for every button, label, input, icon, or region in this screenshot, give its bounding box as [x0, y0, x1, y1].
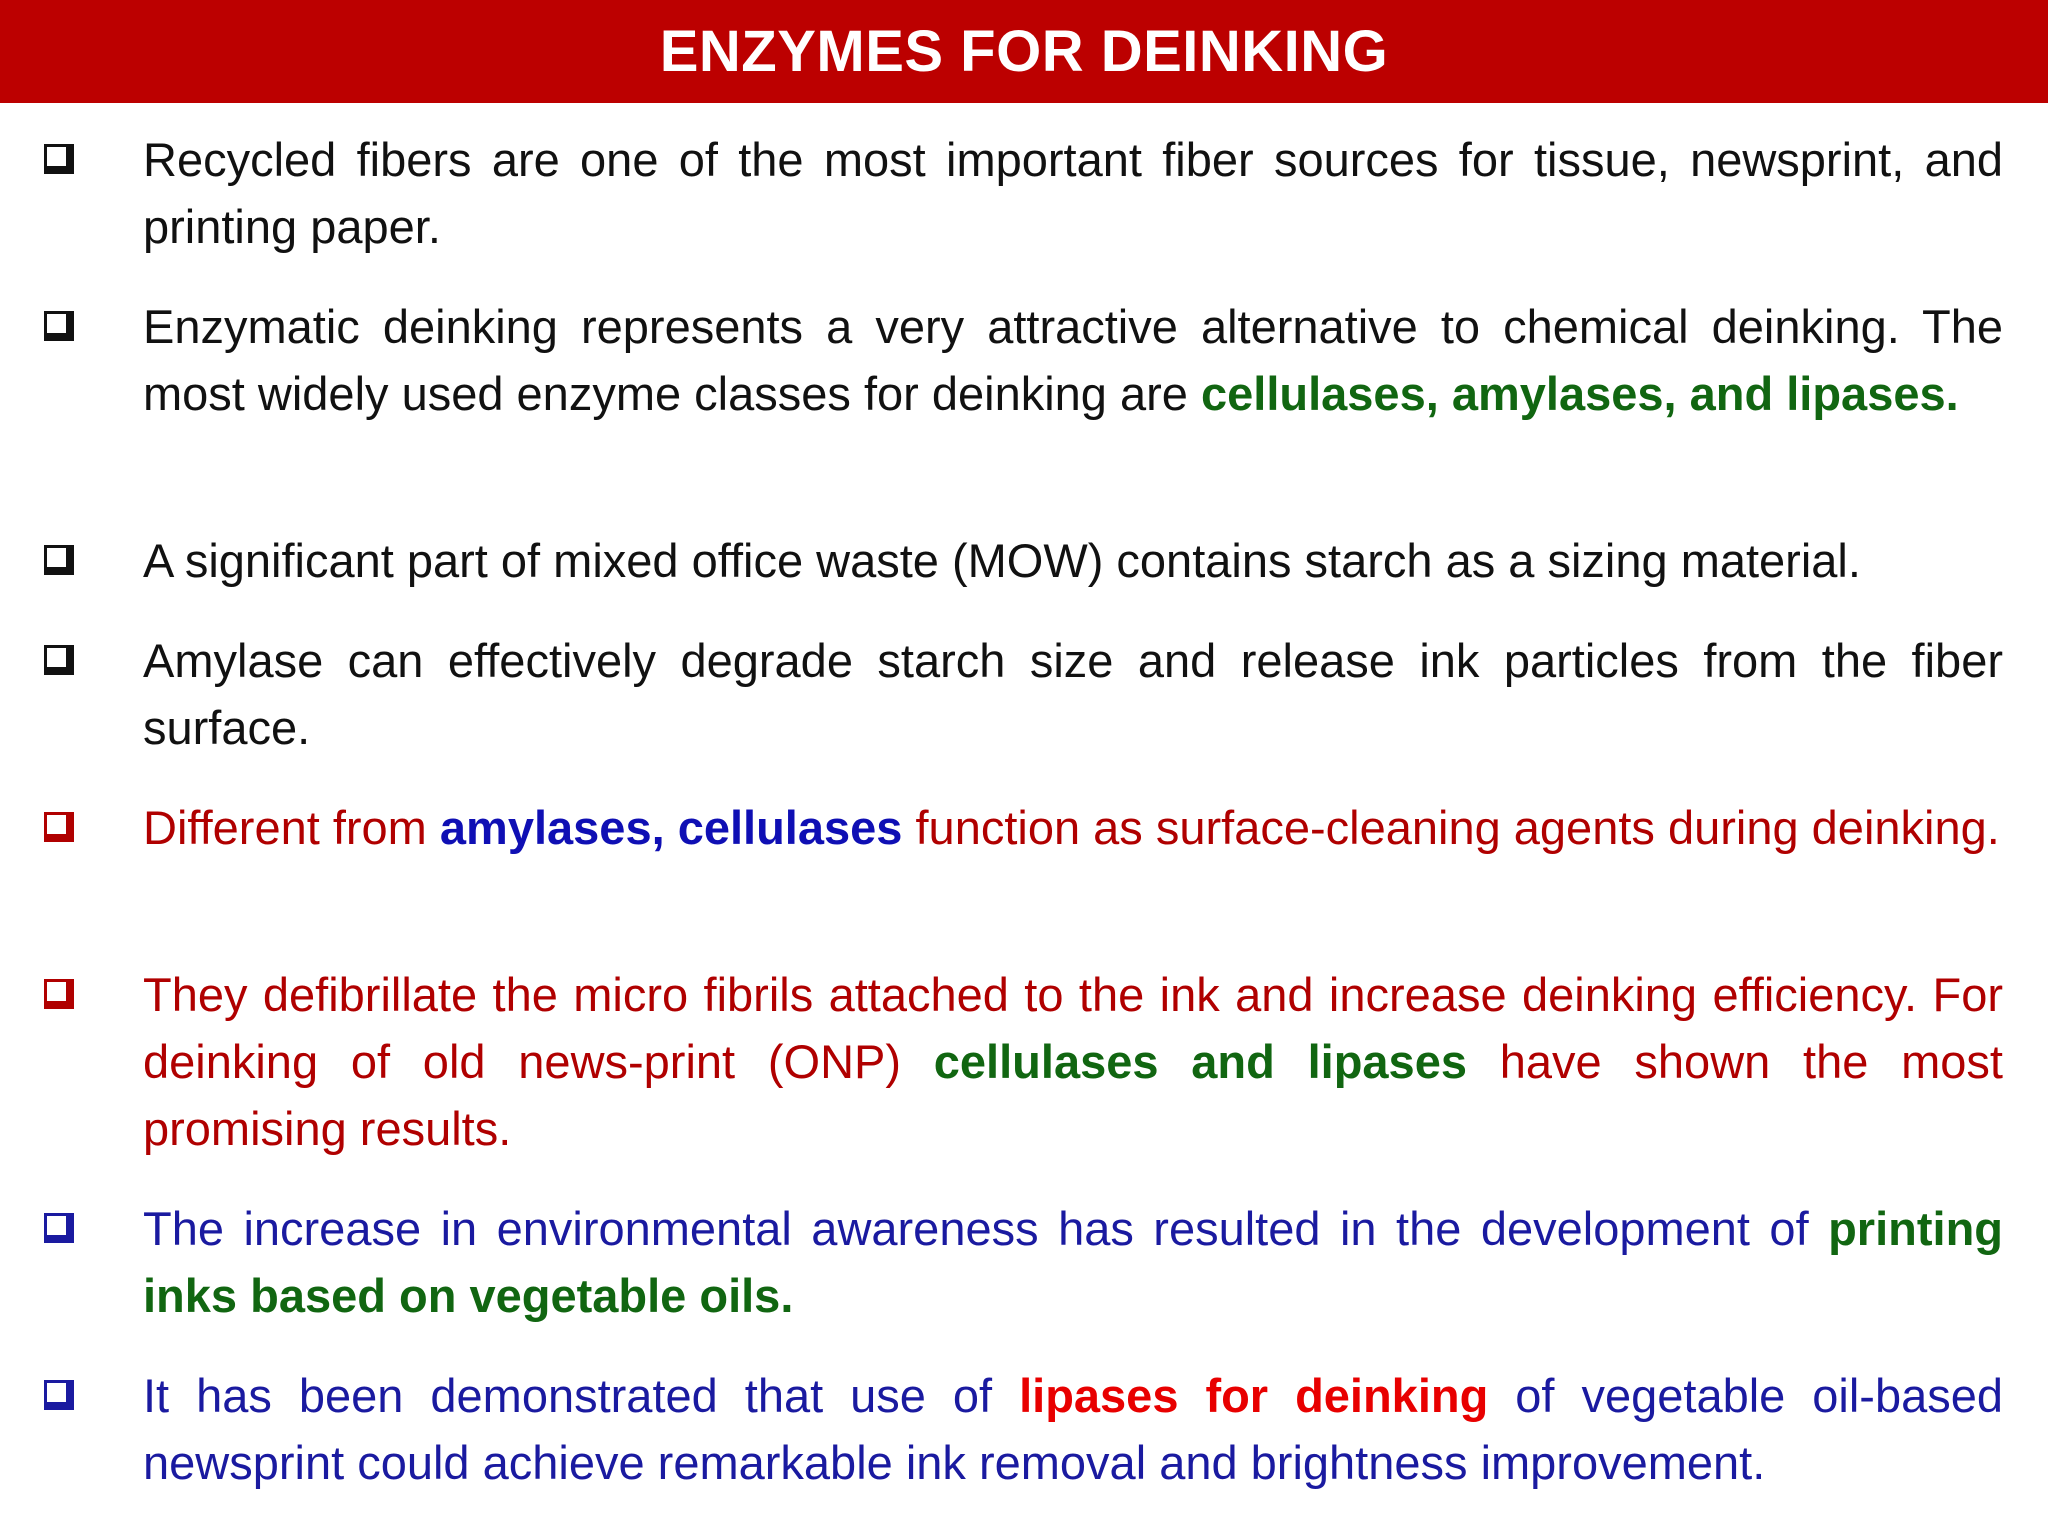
checkbox-square-icon: [44, 545, 74, 575]
text-segment: A significant part of mixed office waste (MOW) contains starch as a sizing material.: [143, 534, 1861, 587]
text-segment: The increase in environmental awareness has resulted in the development of: [143, 1202, 1829, 1255]
checkbox-square-icon: [44, 1380, 74, 1410]
bullet-text: [143, 527, 2003, 594]
text-segment: It has been demonstrated that use of: [143, 1369, 1020, 1422]
bullet-text: [143, 794, 2003, 861]
bullet-text: [143, 293, 2003, 427]
highlight-amylases-cellulases: amylases, cellulases: [439, 801, 903, 854]
text-segment: Recycled fibers are one of the most important fiber sources for tissue, newsprint, and printing paper.: [143, 133, 2003, 253]
text-segment: have shown the most promising results.: [143, 1035, 2003, 1155]
highlight-enzyme-classes: cellulases, amylases, and lipases.: [1200, 367, 1959, 420]
checkbox-square-icon: [44, 645, 74, 675]
highlight-lipases-deinking: lipases for deinking: [1019, 1369, 1489, 1422]
bullet-text: [143, 1362, 2003, 1496]
checkbox-square-icon: [44, 311, 74, 341]
bullet-text: [143, 961, 2003, 1162]
bullet-text: [143, 1195, 2003, 1329]
text-segment: Amylase can effectively degrade starch size and release ink particles from the fiber surface.: [143, 634, 2003, 754]
bullet-text: [143, 126, 2003, 260]
highlight-vegetable-oil-inks: printing inks based on vegetable oils.: [143, 1202, 2003, 1322]
checkbox-square-icon: [44, 812, 74, 842]
bullet-text: [143, 627, 2003, 761]
text-segment: of vegetable oil-based newsprint could achieve remarkable ink removal and brightness improvement.: [143, 1369, 2004, 1489]
text-segment: function as surface-cleaning agents during deinking.: [902, 801, 2000, 854]
text-segment: They defibrillate the micro fibrils attached to the ink and increase deinking efficiency. For deinking of old news-print (ONP): [143, 968, 2003, 1088]
checkbox-square-icon: [44, 144, 74, 174]
checkbox-square-icon: [44, 1213, 74, 1243]
text-segment: Enzymatic deinking represents a very attractive alternative to chemical deinking. The most widely used enzyme classes for deinking are: [143, 300, 2003, 420]
slide-title: ENZYMES FOR DEINKING: [659, 18, 1389, 84]
highlight-cellulases-lipases: cellulases and lipases: [933, 1035, 1467, 1088]
text-segment: Different from: [143, 801, 440, 854]
checkbox-square-icon: [44, 979, 74, 1009]
